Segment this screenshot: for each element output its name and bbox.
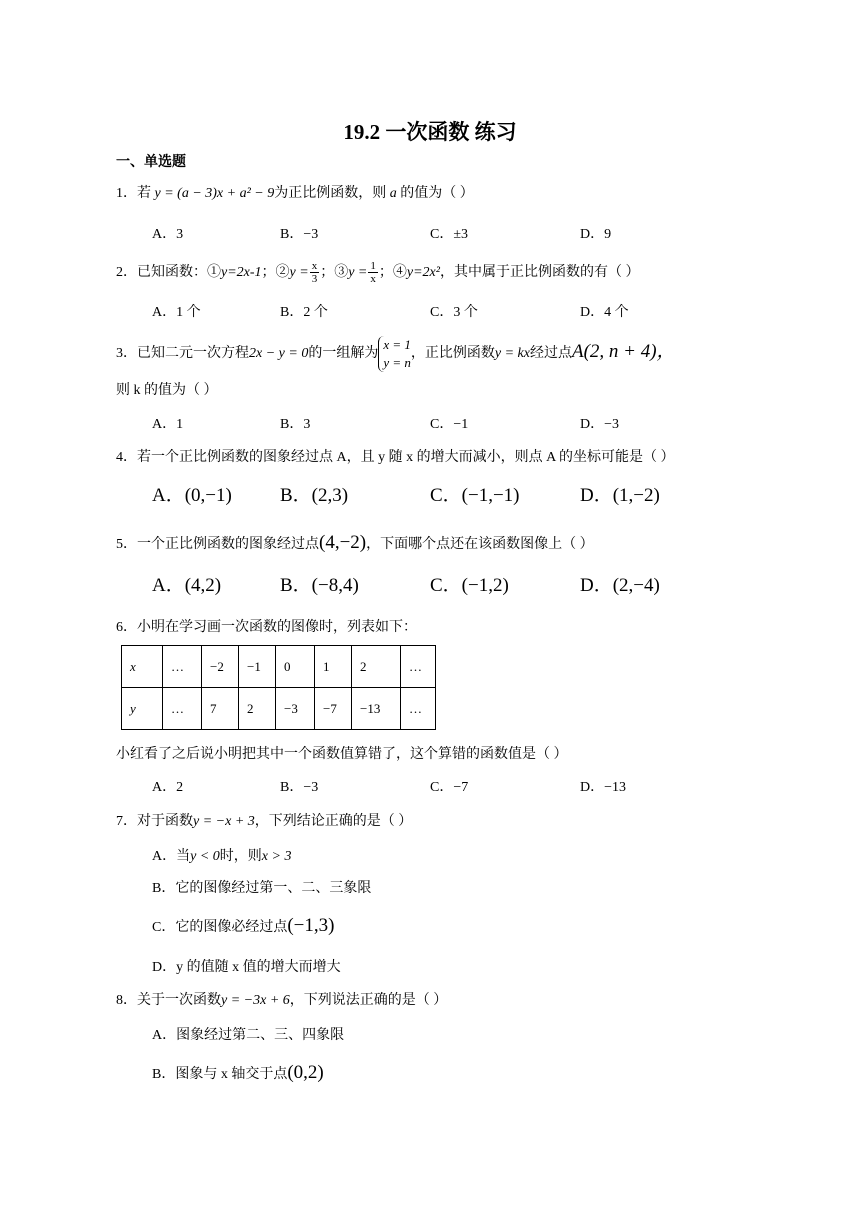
table-cell: 2 xyxy=(352,646,401,688)
q6-option-a[interactable]: A．2 xyxy=(152,780,184,795)
q7-option-c-text: C．它的图像必经过点 xyxy=(152,920,288,935)
q3-option-a[interactable]: A．1 xyxy=(152,417,184,432)
q7-option-a-mid: 时，则 xyxy=(219,849,262,864)
question-5 xyxy=(116,533,594,555)
q2-option-b[interactable]: B．2 个 xyxy=(280,305,328,320)
table-cell: −7 xyxy=(315,688,352,730)
q5-option-b[interactable]: B．(−8,4) xyxy=(280,575,359,596)
q7-option-a-cond-2: x > 3 xyxy=(261,849,292,864)
q2-func-2-den: 3 xyxy=(311,273,318,286)
q2-func-2-lhs: y = xyxy=(289,265,309,280)
question-7 xyxy=(116,812,412,832)
q8-text-b: ，下列说法正确的是（ ） xyxy=(289,993,448,1008)
table-cell: … xyxy=(401,688,436,730)
q3-point: A(2, n + 4)， xyxy=(571,341,676,362)
q1-number: 1． xyxy=(116,186,137,201)
q7-text-b: ，下列结论正确的是（ ） xyxy=(254,814,413,829)
table-cell: 1 xyxy=(315,646,352,688)
question-3-line-1 xyxy=(116,333,676,373)
table-cell: −13 xyxy=(352,688,401,730)
table-cell: 0 xyxy=(276,646,315,688)
table-row-x xyxy=(122,646,436,688)
q8-text-a: 8．关于一次函数 xyxy=(116,993,221,1008)
q2-func-3-lhs: y = xyxy=(348,265,368,280)
table-cell: … xyxy=(401,646,436,688)
q3-option-b[interactable]: B．3 xyxy=(280,417,311,432)
q2-func-4: y=2x² xyxy=(406,265,440,280)
q7-option-d[interactable]: D．y 的值随 x 值的增大而增大 xyxy=(152,960,341,975)
q3-system-line-1: x = 1 xyxy=(383,336,411,352)
q2-text-b: ；② xyxy=(261,265,290,280)
q5-point: (4,−2) xyxy=(319,532,367,553)
table-cell: 7 xyxy=(202,688,239,730)
q1-var: a xyxy=(389,186,397,201)
q3-text-b: 的一组解为 xyxy=(308,346,379,361)
q1-option-d[interactable]: D．9 xyxy=(580,227,612,242)
q5-option-c[interactable]: C．(−1,2) xyxy=(430,575,509,596)
q1-post: 为正比例函数，则 xyxy=(274,186,387,201)
q5-option-a[interactable]: A．(4,2) xyxy=(152,575,222,596)
q2-func-3-frac xyxy=(368,260,378,285)
table-cell: −1 xyxy=(239,646,276,688)
q6-option-b[interactable]: B．−3 xyxy=(280,780,319,795)
q8-function: y = −3x + 6 xyxy=(221,993,290,1008)
q5-text-a: 5．一个正比例函数的图象经过点 xyxy=(116,537,319,552)
q2-option-c[interactable]: C．3 个 xyxy=(430,305,478,320)
q4-option-a[interactable]: A．(0,−1) xyxy=(152,485,232,506)
table-cell: … xyxy=(163,688,202,730)
q2-text-a: 2．已知函数：① xyxy=(116,265,221,280)
q7-option-a-cond-1: y < 0 xyxy=(190,849,220,864)
q5-option-d[interactable]: D．(2,−4) xyxy=(580,575,660,596)
q3-text-d: 经过点 xyxy=(529,346,572,361)
q1-expr: y = (a − 3)x + a² − 9 xyxy=(154,186,275,201)
q3-text-a: 3．已知二元一次方程 xyxy=(116,346,249,361)
table-cell: 2 xyxy=(239,688,276,730)
q2-text-e: ，其中属于正比例函数的有（ ） xyxy=(439,265,640,280)
q7-option-c[interactable] xyxy=(152,916,334,938)
q3-text-c: ，正比例函数 xyxy=(410,346,495,361)
q8-option-b-text: B．图象与 x 轴交于点 xyxy=(152,1067,288,1082)
question-4: 4．若一个正比例函数的图象经过点 A，且 y 随 x 的增大而减小，则点 A 的坐标可能是（ ） xyxy=(116,450,675,465)
table-cell: −3 xyxy=(276,688,315,730)
q3-line-2: 则 k 的值为（ ） xyxy=(116,383,218,398)
section-heading: 一、单选题 xyxy=(116,155,186,170)
q3-system-line-2: y = n xyxy=(383,354,411,370)
table-cell: x xyxy=(122,646,163,688)
q7-text-a: 7．对于函数 xyxy=(116,814,193,829)
q5-text-b: ，下面哪个点还在该函数图像上（ ） xyxy=(366,537,594,552)
q4-option-b[interactable]: B．(2,3) xyxy=(280,485,349,506)
q1-pre: 若 xyxy=(137,186,151,201)
q7-option-c-point: (−1,3) xyxy=(287,915,335,936)
q2-func-2-num: x xyxy=(311,260,318,273)
table-cell: … xyxy=(163,646,202,688)
q7-option-a-pre: A．当 xyxy=(152,849,191,864)
q4-option-d[interactable]: D．(1,−2) xyxy=(580,485,660,506)
table-row-y xyxy=(122,688,436,730)
q3-system xyxy=(378,336,411,372)
question-2 xyxy=(116,258,639,288)
q6-option-d[interactable]: D．−13 xyxy=(580,780,627,795)
value-table xyxy=(121,645,436,730)
q2-func-3-den: x xyxy=(370,273,376,286)
q1-option-a[interactable]: A．3 xyxy=(152,227,184,242)
q2-option-a[interactable]: A．1 个 xyxy=(152,305,201,320)
q2-text-c: ；③ xyxy=(320,265,349,280)
q1-tail: 的值为（ ） xyxy=(400,186,474,201)
q1-option-c[interactable]: C．±3 xyxy=(430,227,469,242)
q2-func-2-frac xyxy=(310,260,320,285)
question-6: 6．小明在学习画一次函数的图像时，列表如下： xyxy=(116,620,417,635)
q6-after-text: 小红看了之后说小明把其中一个函数值算错了，这个算错的函数值是（ ） xyxy=(116,747,568,762)
q8-option-b-point: (0,2) xyxy=(287,1062,324,1083)
q2-func-1: y=2x-1 xyxy=(221,265,262,280)
q3-function: y = kx xyxy=(494,346,530,361)
q8-option-a[interactable]: A．图象经过第二、三、四象限 xyxy=(152,1028,345,1043)
q7-function: y = −x + 3 xyxy=(193,814,255,829)
q2-text-d: ；④ xyxy=(378,265,407,280)
q3-equation: 2x − y = 0 xyxy=(249,346,309,361)
q3-option-d[interactable]: D．−3 xyxy=(580,417,620,432)
q3-option-c[interactable]: C．−1 xyxy=(430,417,469,432)
question-8 xyxy=(116,991,447,1011)
q2-func-3-num: 1 xyxy=(370,260,376,273)
table-cell: −2 xyxy=(202,646,239,688)
q1-option-b[interactable]: B．−3 xyxy=(280,227,319,242)
q7-option-b[interactable]: B．它的图像经过第一、二、三象限 xyxy=(152,881,372,896)
q2-option-d[interactable]: D．4 个 xyxy=(580,305,629,320)
question-1 xyxy=(116,184,474,204)
q8-option-b[interactable] xyxy=(152,1063,324,1085)
q6-option-c[interactable]: C．−7 xyxy=(430,780,469,795)
q7-option-a[interactable] xyxy=(152,847,291,867)
q4-option-c[interactable]: C．(−1,−1) xyxy=(430,485,520,506)
table-cell: y xyxy=(122,688,163,730)
page-title: 19.2 一次函数 练习 xyxy=(343,120,517,144)
